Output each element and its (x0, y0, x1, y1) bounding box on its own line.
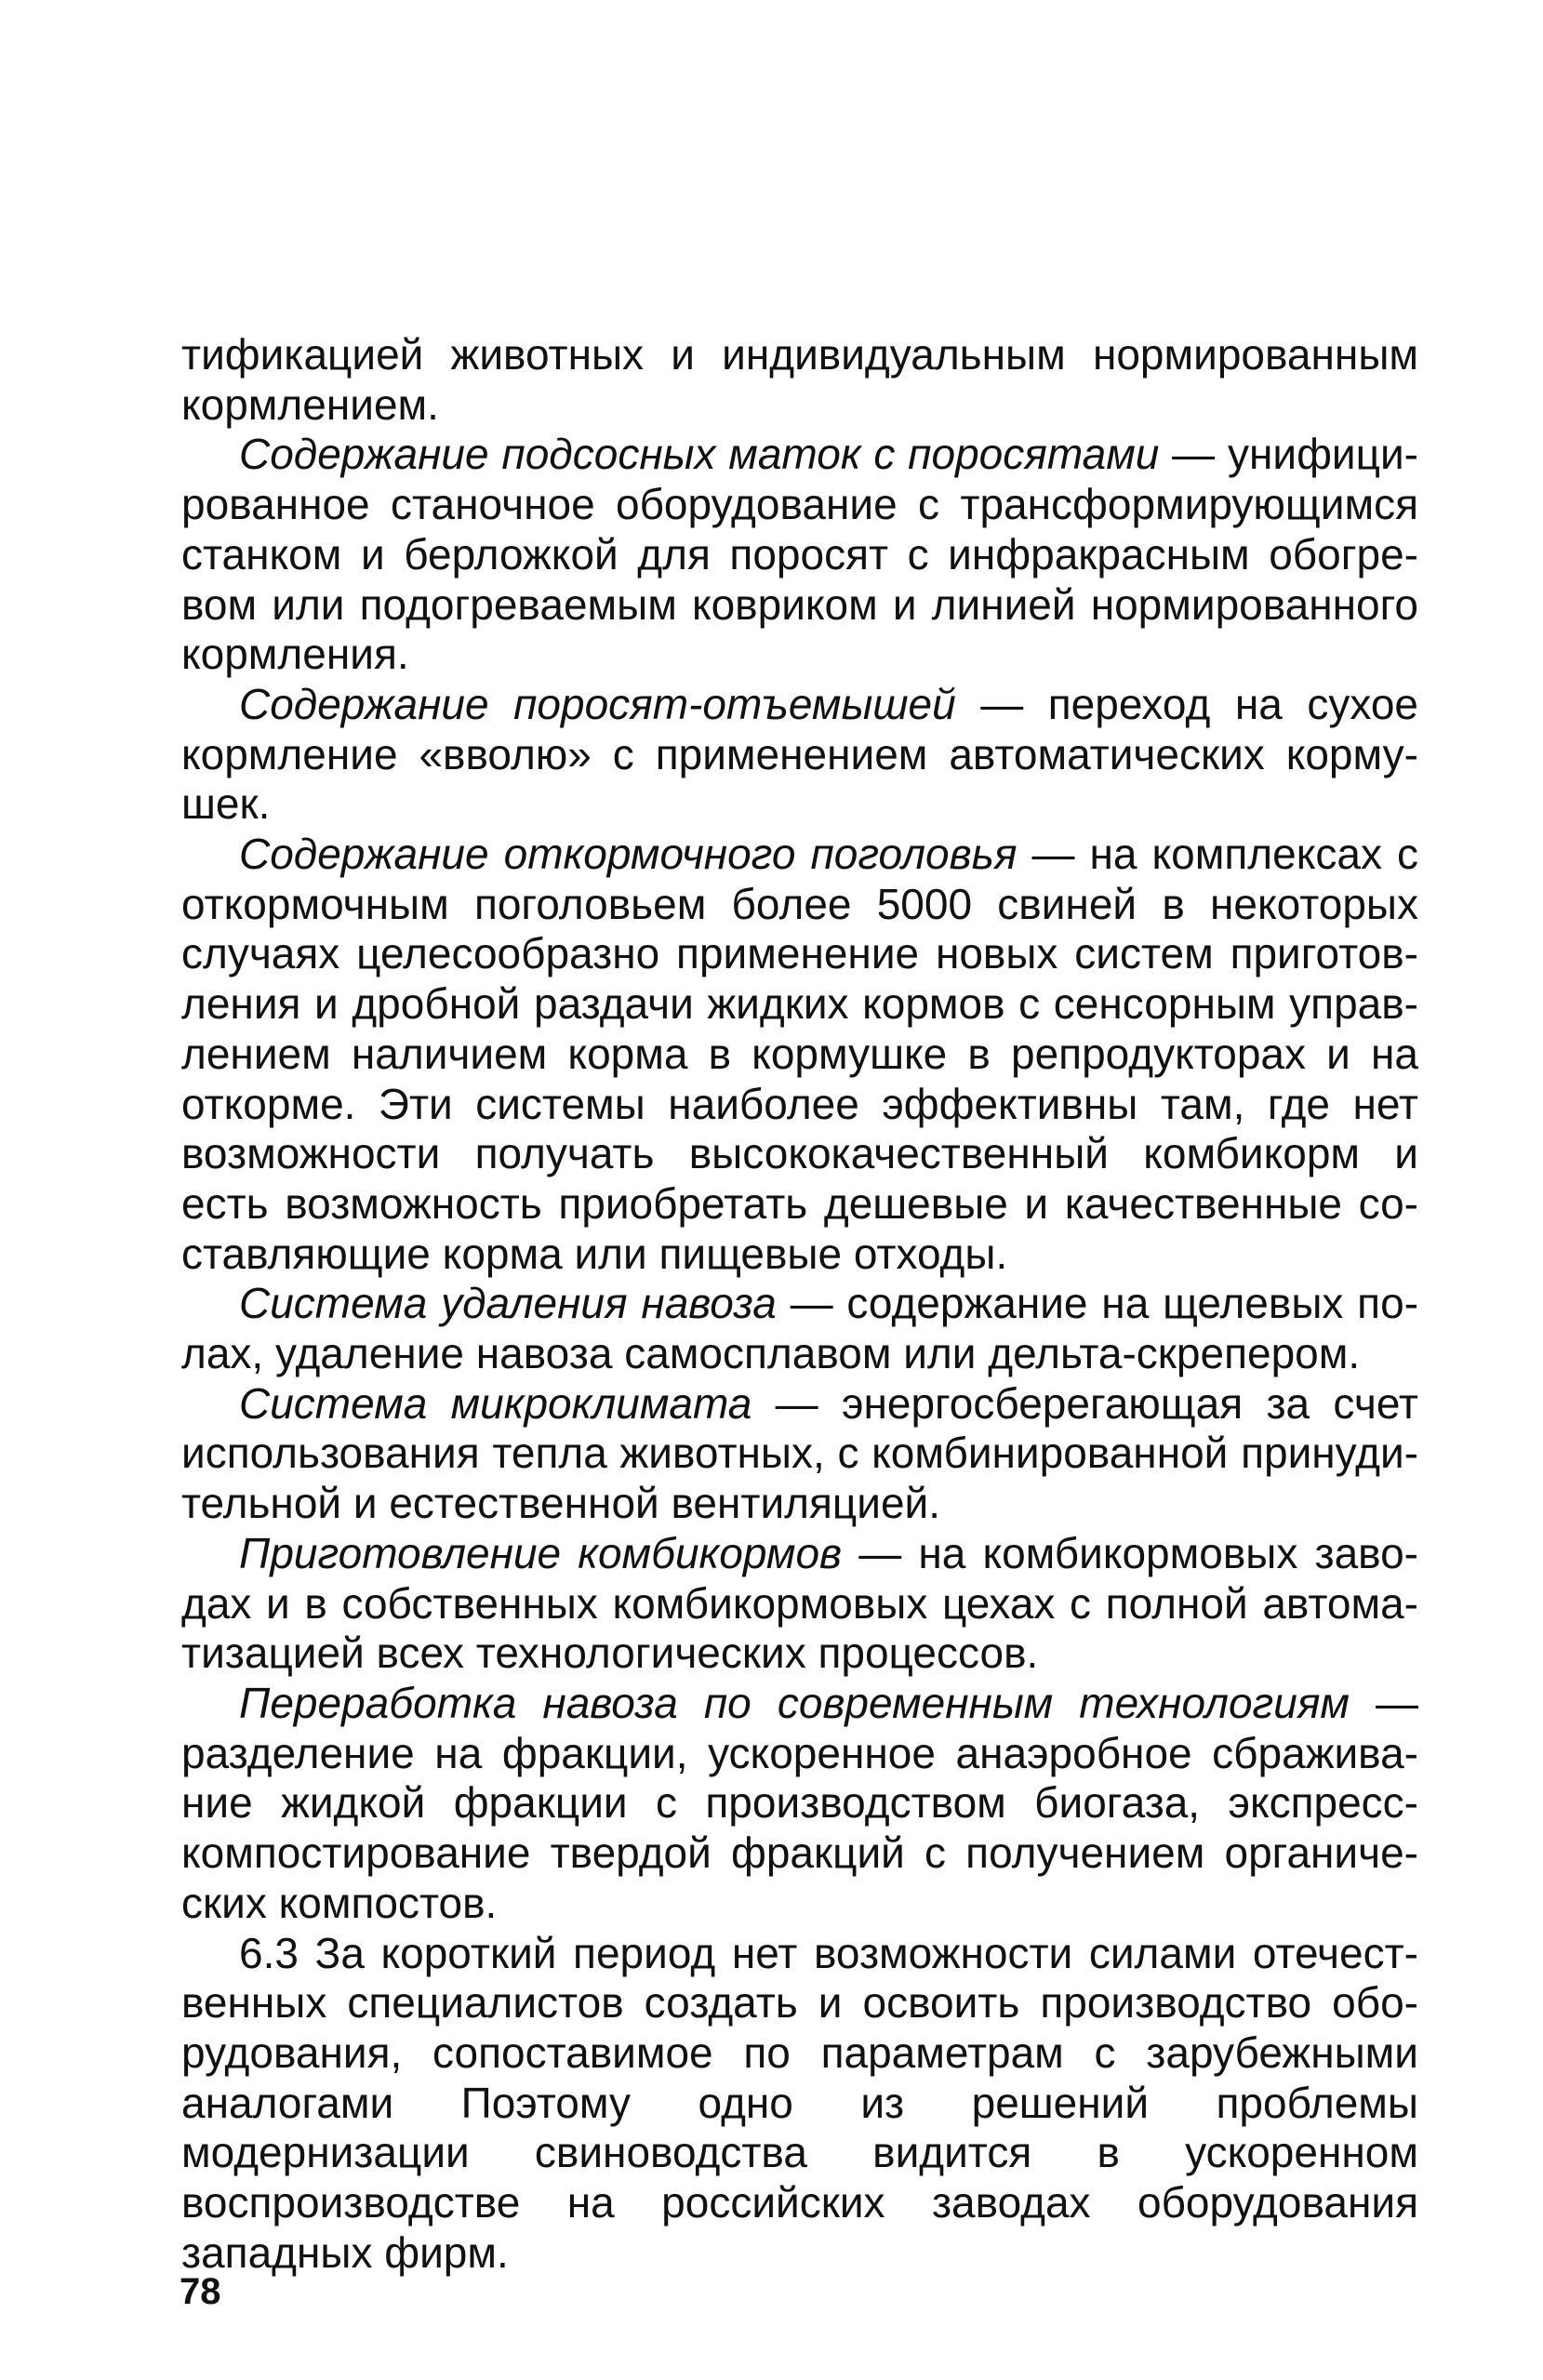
paragraph-feed-preparation (181, 1529, 1418, 1679)
page-number: 78 (180, 2271, 221, 2312)
paragraph-microclimate (181, 1379, 1418, 1529)
italic-term: Переработка навоза по современным технологиям (239, 1678, 1350, 1727)
italic-term: Содержание откормочного поголовья (239, 830, 1018, 879)
italic-term: Система удаления навоза (239, 1279, 777, 1328)
paragraph-text: — переход на сухое кормление «вволю» с применением автоматических кормушек. (181, 679, 1418, 829)
italic-term: Приготовление комбикормов (239, 1528, 843, 1577)
paragraph-text: — энергосберегающая за счет использования тепла животных, с комбинированной принудительной и естественной вентиляцией. (181, 1378, 1419, 1528)
paragraph-section-6-3 (181, 1929, 1418, 2279)
paragraph-text: 6.3 За короткий период нет возможности силами отечественных специалистов создать и освоить производство оборудования, сопоставимое по параметрам с зарубежными аналогами Поэтому одно из решений проблемы модернизации свиноводства видится в ускоренном воспроизводстве на российских заводах оборудования западных фирм. (181, 1928, 1418, 2277)
book-page-text (181, 330, 1418, 2278)
paragraph-text: — разделение на фракции, ускоренное анаэробное сбраживание жидкой фракции с производством биогаза, экспресс-компостирование твердой фракций с получением органических компостов. (181, 1678, 1419, 1927)
paragraph-manure-removal (181, 1279, 1418, 1378)
paragraph-fattening-housing (181, 830, 1418, 1279)
paragraph-text: — на комбикормовых заводах и в собственных комбикормовых цехах с полной автоматизацией всех технологических процессов. (181, 1528, 1418, 1678)
paragraph-text: тификацией животных и индивидуальным нормированным кормлением. (181, 330, 1418, 429)
paragraph-weaner-housing (181, 680, 1418, 830)
italic-term: Содержание поросят-отъемышей (239, 679, 956, 728)
paragraph-text: — унифицированное станочное оборудование с трансформирующимся станком и берложкой для поросят с инфракрасным обогревом или подогреваемым ковриком и линией нормированного кормления. (181, 430, 1418, 679)
italic-term: Содержание подсосных маток с поросятами (239, 430, 1160, 479)
paragraph-text: — на комплексах с откормочным поголовьем более 5000 свиней в некоторых случаях целесообразно применение новых систем приготовления и дробной раздачи жидких кормов с сенсорным управлением наличием корма в кормушке в репродукторах и на откорме. Эти системы наиболее эффективны там, где нет возможности получать высококачественный комбикорм и есть возможность приобретать дешевые и качественные составляющие корма или пищевые отходы. (181, 830, 1418, 1278)
paragraph-manure-processing (181, 1679, 1418, 1929)
paragraph-continuation (181, 330, 1418, 430)
paragraph-sow-housing (181, 430, 1418, 680)
italic-term: Система микроклимата (239, 1378, 752, 1428)
paragraph-text: — содержание на щелевых полах, удаление навоза самосплавом или дельта-скрепером. (181, 1279, 1419, 1378)
